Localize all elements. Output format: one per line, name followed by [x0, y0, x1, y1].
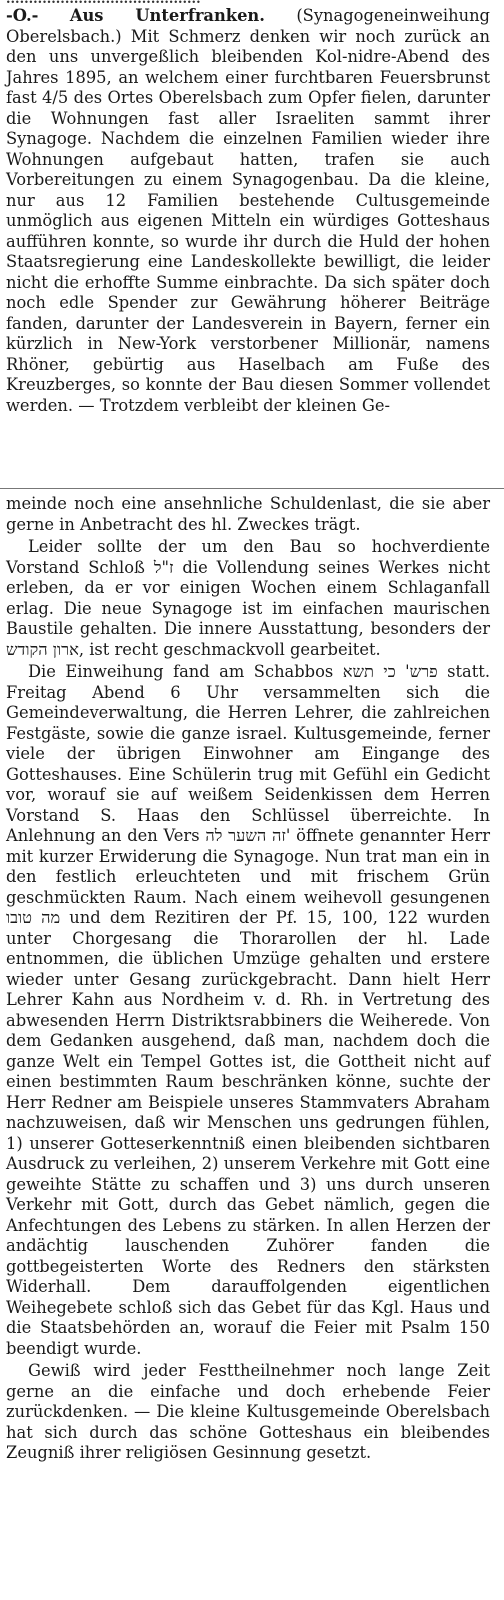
column-divider [0, 488, 504, 489]
article-heading: Aus Unterfranken. [69, 6, 265, 25]
article-paragraph-1-text: (Synagogeneinweihung Oberelsbach.) Mit Schmerz denken wir noch zurück an den uns unvergeßlich bleibenden Kol-nidre-Abend des Jahres 1895, an welchem einer furchtbaren Feuersbrunst fast 4/5 des Ortes Oberelsbach zum Opfer fielen, darunter die Wohnungen fast aller Israeliten sammt ihrer Synagoge. Nachdem die einzelnen Familien wieder ihre Wohnungen aufgebaut hatten, trafen sie auch Vorbereitungen zu einem Synagogenbau. Da die kleine, nur aus 12 Familien bestehende Cultusgemeinde unmöglich aus eigenen Mitteln ein würdiges Gotteshaus aufführen konnte, so wurde ihr durch die Huld der hohen Staatsregierung eine Landeskollekte bewilligt, die leider nicht die erhoffte Summe einbrachte. Da sich später doch noch edle Spender zur Gewährung höherer Beiträge fanden, darunter der Landesverein in Bayern, ferner ein kürzlich in New-York verstorbener Millionär, namens Rhöner, gebürtig aus Haselbach am Fuße des Kreuzberges, so konnte der Bau diesen Sommer vollendet werden. — Trotzdem verbleibt der kleinen Ge- [6, 6, 490, 415]
article-column-bottom [6, 494, 490, 1466]
article-column-top [6, 6, 490, 416]
article-paragraph-2: Leider sollte der um den Bau so hochverdiente Vorstand Schloß ז"ל die Vollendung seines Werkes nicht erleben, da er vor einigen Wochen einem Schlaganfall erlag. Die neue Synagoge ist im einfachen maurischen Baustile gehalten. Die innere Ausstattung, besonders der ארון הקודש, ist recht geschmackvoll gearbeitet. [6, 537, 490, 659]
article-paragraph-1 [6, 6, 490, 416]
article-paragraph-4: Gewiß wird jeder Festtheilnehmer noch lange Zeit gerne an die einfache und doch erhebende Feier zurückdenken. — Die kleine Kultusgemeinde Oberelsbach hat sich durch das schöne Gotteshaus ein bleibendes Zeugniß ihrer religiösen Gesinnung gesetzt. [6, 1361, 490, 1462]
article-paragraph-3: Die Einweihung fand am Schabbos פרש' כי תשא statt. Freitag Abend 6 Uhr versammelten sich die Gemeindeverwaltung, die Herren Lehrer, die zahlreichen Festgäste, sowie die ganze israel. Kultusgemeinde, ferner viele der übrigen Einwohner am Eingange des Gotteshauses. Eine Schülerin trug mit Gefühl ein Gedicht vor, worauf sie auf weißem Seidenkissen dem Herren Vorstand S. Haas den Schlüssel überreichte. In Anlehnung an den Vers זה השער לה' öffnete genannter Herr mit kurzer Erwiderung die Synagoge. Nun trat man ein in den festlich erleuchteten und mit frischem Grün geschmückten Raum. Nach einem weihevoll gesungenen מה טובו und dem Rezitiren der Pf. 15, 100, 122 wurden unter Chorgesang die Thorarollen der hl. Lade entnommen, die üblichen Umzüge gehalten und erstere wieder unter Gesang zurückgebracht. Dann hielt Herr Lehrer Kahn aus Nordheim v. d. Rh. in Vertretung des abwesenden Herrn Distriktsrabbiners die Weiherede. Von dem Gedanken ausgehend, daß man, nachdem doch die ganze Welt ein Tempel Gottes ist, die Gottheit nicht auf einen bestimmten Raum beschränken könne, suchte der Herr Redner am Beispiele unseres Stammvaters Abraham nachzuweisen, daß wir Menschen uns gedrungen fühlen, 1) unserer Gotteserkenntniß einen bleibenden sichtbaren Ausdruck zu verleihen, 2) unserem Verkehre mit Gott eine geweihte Stätte zu schaffen und 3) uns durch unseren Verkehr mit Gott, durch das Gebet nämlich, gegen die Anfechtungen des Lebens zu stärken. In allen Herzen der andächtig lauschenden Zuhörer fanden die gottbegeisterten Worte des Redners den stärksten Widerhall. Dem darauffolgenden eigentlichen Weihegebete schloß sich das Gebet für das Kgl. Haus und die Staatsbehörden an, worauf die Feier mit Psalm 150 beendigt wurde. [6, 662, 490, 1358]
article-prefix: -O.- [6, 6, 39, 25]
article-paragraph-1-continued: meinde noch eine ansehnliche Schuldenlast, die sie aber gerne in Anbetracht des hl. Zweckes trägt. [6, 494, 490, 534]
